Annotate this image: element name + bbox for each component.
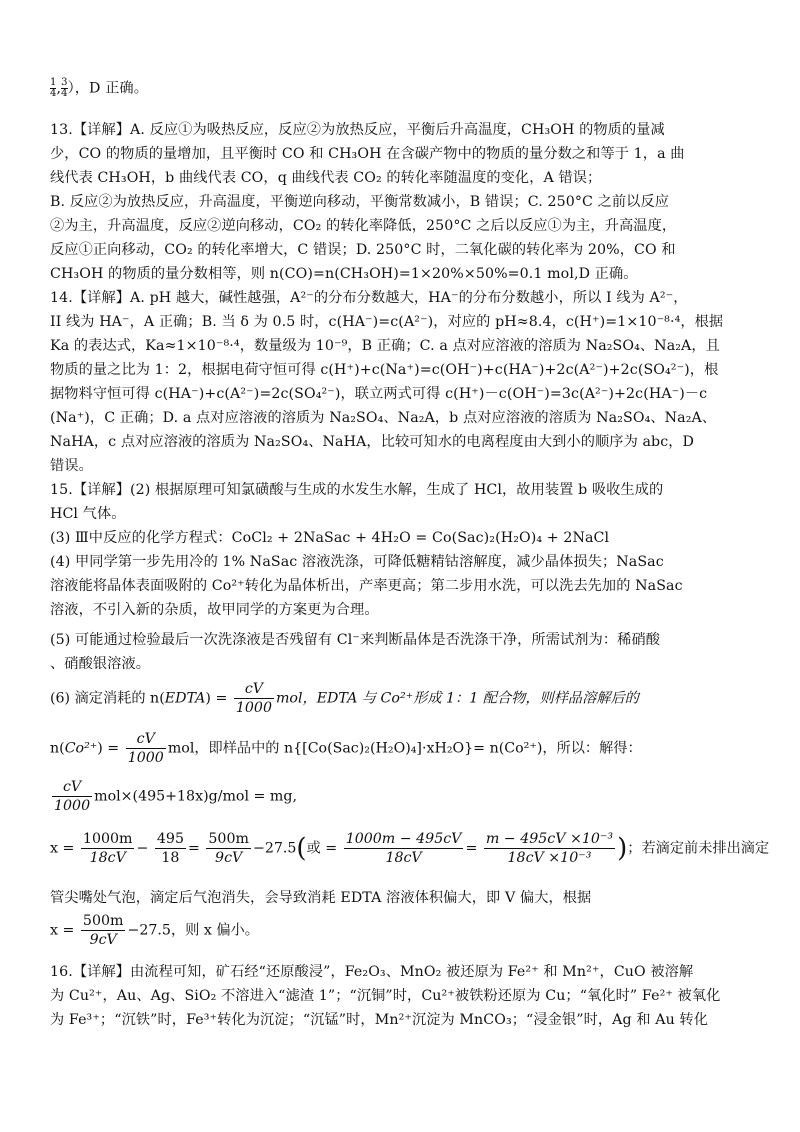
q14-line-2: II 线为 HA⁻，A 正确；B. 当 δ 为 0.5 时，c(HA⁻)=c(A²⁻)，对应的 pH≈8.4，c(H⁺)=1×10⁻⁸·⁴，根据 <box>50 314 724 330</box>
fraction: $\frac{1000m}{18cV}$ <box>82 831 133 866</box>
q14-line-4: 物质的量之比为 1：2，根据电荷守恒可得 c(H⁺)+c(Na⁺)=c(OH⁻)+c(HA⁻)+2c(A²⁻)+2c(SO₄²⁻)，根 <box>50 362 719 378</box>
q13-line-4: B. 反应②为放热反应，升高温度，平衡逆向移动，平衡常数减小，B 错误；C. 250°C 之前以反应 <box>50 194 670 210</box>
q14-line-1: 14.【详解】A. pH 越大，碱性越强，A²⁻的分布分数越大，HA⁻的分布分数越小，所以 I 线为 A²⁻， <box>50 290 688 306</box>
q13-line-7: CH₃OH 的物质的量分数相等，则 n(CO)=n(CH₃OH)=1×20%×50%=0.1 mol,D 正确。 <box>50 266 638 282</box>
q15-line-6: 溶液，不引入新的杂质，故甲同学的方案更为合理。 <box>50 602 379 618</box>
q14-line-5: 据物料守恒可得 c(HA⁻)+c(A²⁻)=2c(SO₄²⁻)，联立两式可得 c(H⁺)－c(OH⁻)=3c(A²⁻)+2c(HA⁻)－c <box>50 386 708 402</box>
fraction: $\frac{cV}{1000}$ <box>127 731 164 766</box>
q14-line-8: 错误。 <box>50 458 93 474</box>
q15-line-12: x = $\frac{1000m}{18cV}$ − $\frac{495}{18}$ = $\frac{500m}{9cV}$ −27.5(或 = $\frac{1000m - 495cV}{18cV}$ = $\frac{\text{m − 495cV ×10⁻³}}{\text{18cV ×10⁻³}}$ )；若滴定前未排出滴定 <box>50 831 770 866</box>
text-line: $\frac{1}{4}$ , $\frac{3}{4}$ ），D 正确。 <box>50 77 148 99</box>
q15-line-11: $\frac{cV}{1000}$ mol×(495+18x)g/mol = mg, <box>54 779 297 814</box>
q15-line-10: n(Co²⁺) = $\frac{cV}{1000}$ mol，即样品中的 n{[Co(Sac)₂(H₂O)₄]·xH₂O}= n(Co²⁺)，所以：解得： <box>50 731 642 766</box>
q15-line-9: (6) 滴定消耗的 n(EDTA) = $\frac{cV}{1000}$ mol，EDTA 与 Co²⁺形成 1：1 配合物，则样品溶解后的 <box>50 681 639 716</box>
q15-line-1: 15.【详解】(2) 根据原理可知氯磺酸与生成的水发生水解，生成了 HCl，故用装置 b 吸收生成的 <box>50 482 664 498</box>
q14-line-6: (Na⁺)，C 正确；D. a 点对应溶液的溶质为 Na₂SO₄、Na₂A，b 点对应溶液的溶质为 Na₂SO₄、Na₂A、 <box>50 410 717 426</box>
q14-line-3: Ka 的表达式，Ka≈1×10⁻⁸·⁴，数量级为 10⁻⁹，B 正确；C. a 点对应溶液的溶质为 Na₂SO₄、Na₂A，且 <box>50 338 720 354</box>
q15-line-3: (3) Ⅲ中反应的化学方程式：CoCl₂ + 2NaSac + 4H₂O = Co(Sac)₂(H₂O)₄ + 2NaCl <box>50 530 610 546</box>
q15-line-8: 、硝酸银溶液。 <box>50 656 151 672</box>
q13-line-5: ②为主，升高温度，反应②逆向移动，CO₂ 的转化率降低，250°C 之后以反应①为主，升高温度， <box>50 218 677 234</box>
q15-line-7: (5) 可能通过检验最后一次洗涤液是否残留有 Cl⁻来判断晶体是否洗涤干净，所需试剂为：稀硝酸 <box>50 632 661 648</box>
q15-line-5: 溶液能将晶体表面吸附的 Co²⁺转化为晶体析出，产率更高；第二步用水洗，可以洗去先加的 NaSac <box>50 578 683 594</box>
q15-line-14: x = $\frac{500m}{9cV}$ −27.5，则 x 偏小。 <box>50 913 259 948</box>
q16-line-2: 为 Cu²⁺，Au、Ag、SiO₂ 不溶进入“滤渣 1”；“沉铜”时，Cu²⁺被铁粉还原为 Cu；“氧化时” Fe²⁺ 被氧化 <box>50 988 721 1004</box>
q13-line-1: 13.【详解】A. 反应①为吸热反应，反应②为放热反应，平衡后升高温度，CH₃OH 的物质的量减 <box>50 122 665 138</box>
fraction: $\frac{500m}{9cV}$ <box>82 913 124 948</box>
q15-line-13: 管尖嘴处气泡，滴定后气泡消失，会导致消耗 EDTA 溶液体积偏大，即 V 偏大，根据 <box>50 890 592 906</box>
fraction: $\frac{1}{4}$ <box>50 77 57 99</box>
fraction: $\frac{cV}{1000}$ <box>235 681 272 716</box>
fraction: $\frac{1000m - 495cV}{18cV}$ <box>345 831 462 866</box>
q15-line-4: (4) 甲同学第一步先用冷的 1% NaSac 溶液洗涤，可降低糖精钴溶解度，减少晶体损失；NaSac <box>50 554 664 570</box>
q13-line-3: 线代表 CH₃OH，b 曲线代表 CO，q 曲线代表 CO₂ 的转化率随温度的变化，A 错误； <box>50 170 602 186</box>
fraction: $\frac{\text{m − 495cV ×10⁻³}}{\text{18cV ×10⁻³}}$ <box>485 831 614 866</box>
q16-line-3: 为 Fe³⁺；“沉铁”时，Fe³⁺转化为沉淀；“沉锰”时，Mn²⁺沉淀为 MnCO₃；“浸金银”时，Ag 和 Au 转化 <box>50 1012 708 1028</box>
fraction: $\frac{3}{4}$ <box>61 77 68 99</box>
fraction: $\frac{495}{18}$ <box>156 831 184 866</box>
q15-line-2: HCl 气体。 <box>50 506 126 522</box>
q16-line-1: 16.【详解】由流程可知，矿石经“还原酸浸”，Fe₂O₃、MnO₂ 被还原为 Fe²⁺ 和 Mn²⁺，CuO 被溶解 <box>50 964 694 980</box>
fraction: $\frac{cV}{1000}$ <box>54 779 91 814</box>
q13-line-2: 少，CO 的物质的量增加，且平衡时 CO 和 CH₃OH 在含碳产物中的物质的量分数之和等于 1，a 曲 <box>50 146 685 162</box>
q13-line-6: 反应①正向移动，CO₂ 的转化率增大，C 错误；D. 250°C 时，二氧化碳的转化率为 20%，CO 和 <box>50 242 676 258</box>
fraction: $\frac{500m}{9cV}$ <box>208 831 249 866</box>
q14-line-7: NaHA，c 点对应溶液的溶质为 Na₂SO₄、NaHA，比较可知水的电离程度由大到小的顺序为 abc，D <box>50 434 695 450</box>
